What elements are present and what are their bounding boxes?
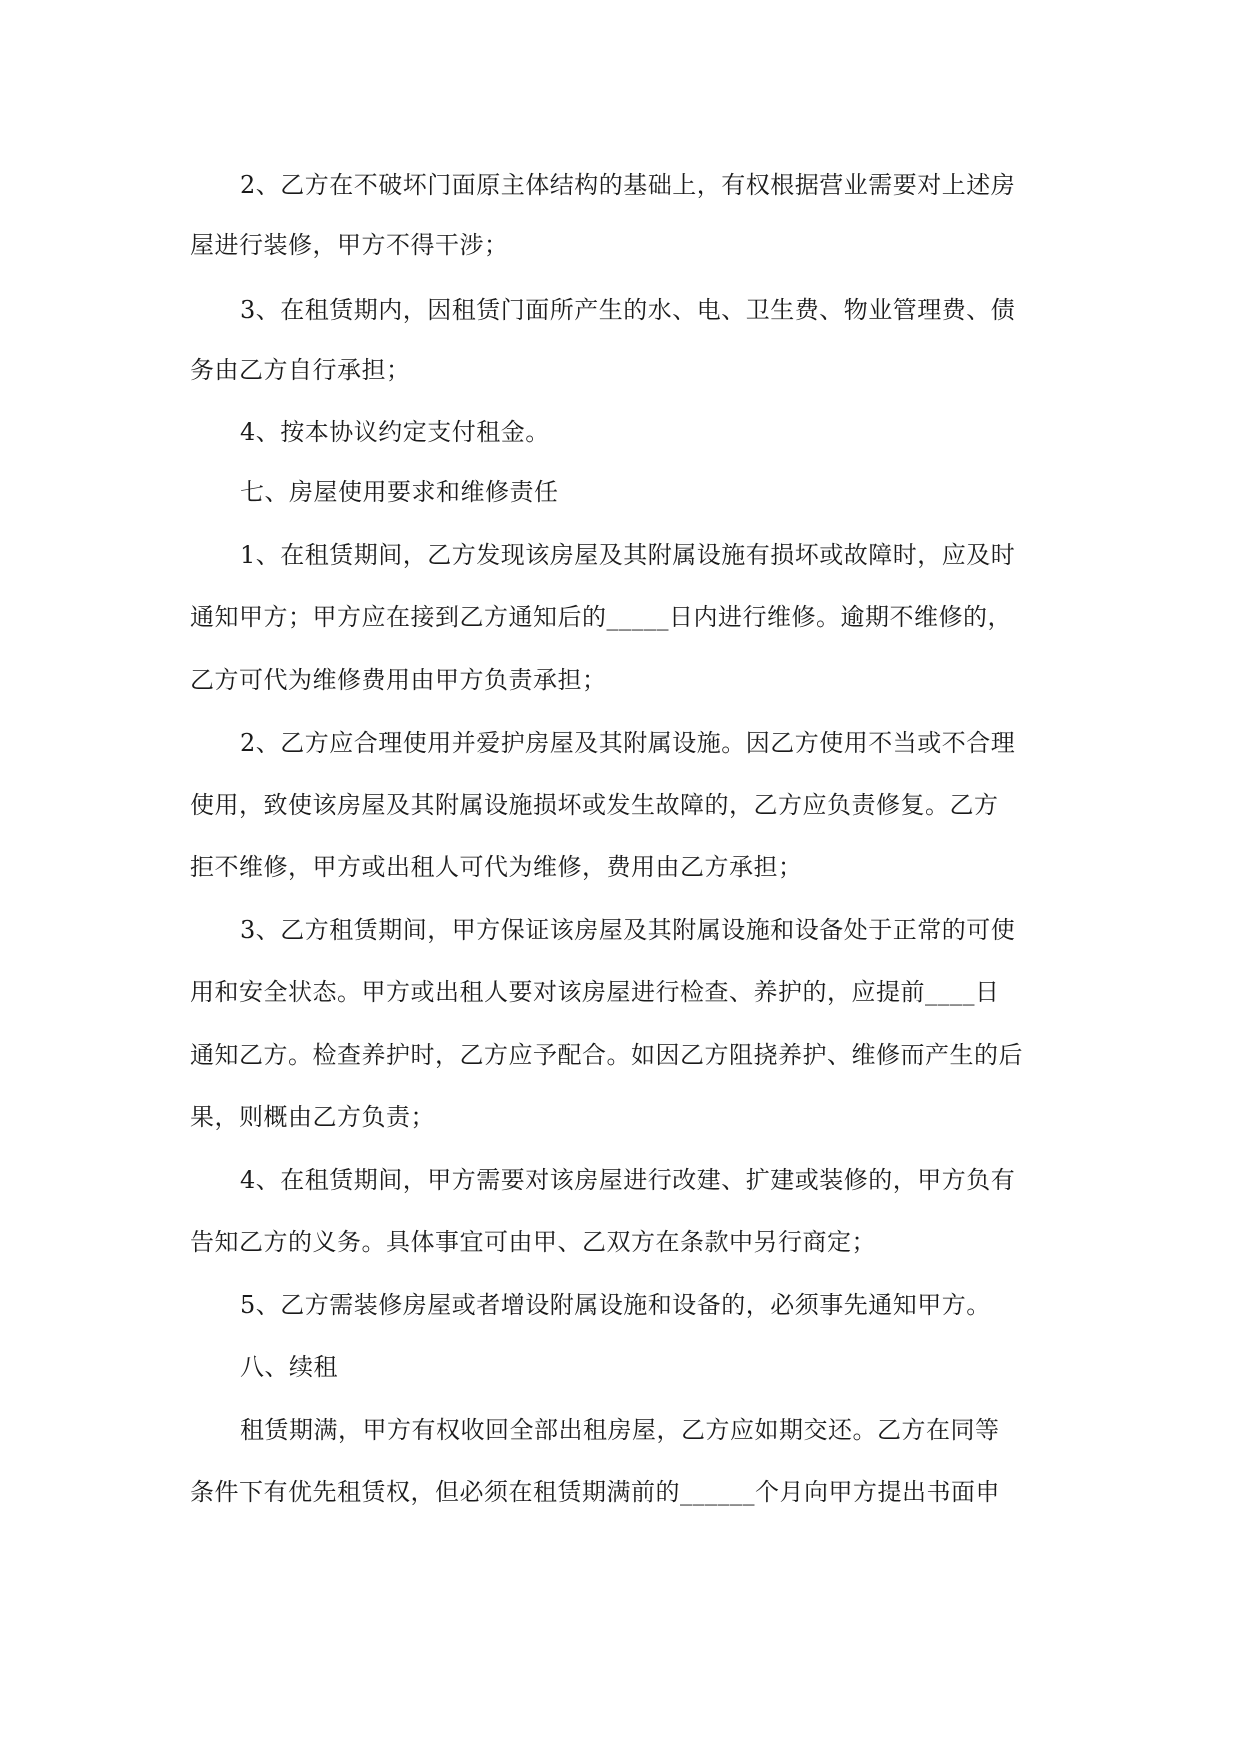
clause-7-item-2-line-2: 使用，致使该房屋及其附属设施损坏或发生故障的，乙方应负责修复。乙方: [190, 791, 999, 819]
clause-7-item-1-line-1: 1、在租赁期间，乙方发现该房屋及其附属设施有损坏或故障时，应及时: [240, 541, 1016, 569]
section-7-heading: 七、房屋使用要求和维修责任: [240, 478, 559, 506]
renewal-paragraph-line-1: 租赁期满，甲方有权收回全部出租房屋，乙方应如期交还。乙方在同等: [240, 1416, 1000, 1444]
clause-7-item-1-line-3: 乙方可代为维修费用由甲方负责承担；: [190, 666, 607, 694]
clause-7-item-2-line-1: 2、乙方应合理使用并爱护房屋及其附属设施。因乙方使用不当或不合理: [240, 729, 1016, 757]
clause-7-item-4-line-2: 告知乙方的义务。具体事宜可由甲、乙双方在条款中另行商定；: [190, 1228, 876, 1256]
clause-7-item-3-line-1: 3、乙方租赁期间，甲方保证该房屋及其附属设施和设备处于正常的可使: [240, 916, 1016, 944]
clause-7-item-3-line-3: 通知乙方。检查养护时，乙方应予配合。如因乙方阻挠养护、维修而产生的后: [190, 1041, 1023, 1069]
clause-7-item-5: 5、乙方需装修房屋或者增设附属设施和设备的，必须事先通知甲方。: [240, 1291, 991, 1319]
renewal-paragraph-line-2: 条件下有优先租赁权，但必须在租赁期满前的______个月向甲方提出书面申: [190, 1478, 1000, 1506]
clause-6-item-3-line-2: 务由乙方自行承担；: [190, 356, 411, 384]
clause-6-item-4: 4、按本协议约定支付租金。: [240, 418, 550, 446]
section-8-heading: 八、续租: [240, 1353, 338, 1381]
clause-7-item-4-line-1: 4、在租赁期间，甲方需要对该房屋进行改建、扩建或装修的，甲方负有: [240, 1166, 1016, 1194]
clause-6-item-2-line-1: 2、乙方在不破坏门面原主体结构的基础上，有权根据营业需要对上述房: [240, 171, 1016, 199]
clause-7-item-1-line-2: 通知甲方；甲方应在接到乙方通知后的_____日内进行维修。逾期不维修的，: [190, 603, 1012, 631]
clause-7-item-3-line-2: 用和安全状态。甲方或出租人要对该房屋进行检查、养护的，应提前____日: [190, 978, 1000, 1006]
clause-6-item-3-line-1: 3、在租赁期内，因租赁门面所产生的水、电、卫生费、物业管理费、债: [240, 296, 1016, 324]
clause-6-item-2-line-2: 屋进行装修，甲方不得干涉；: [190, 231, 509, 259]
clause-7-item-2-line-3: 拒不维修，甲方或出租人可代为维修，费用由乙方承担；: [190, 853, 803, 881]
clause-7-item-3-line-4: 果，则概由乙方负责；: [190, 1103, 435, 1131]
